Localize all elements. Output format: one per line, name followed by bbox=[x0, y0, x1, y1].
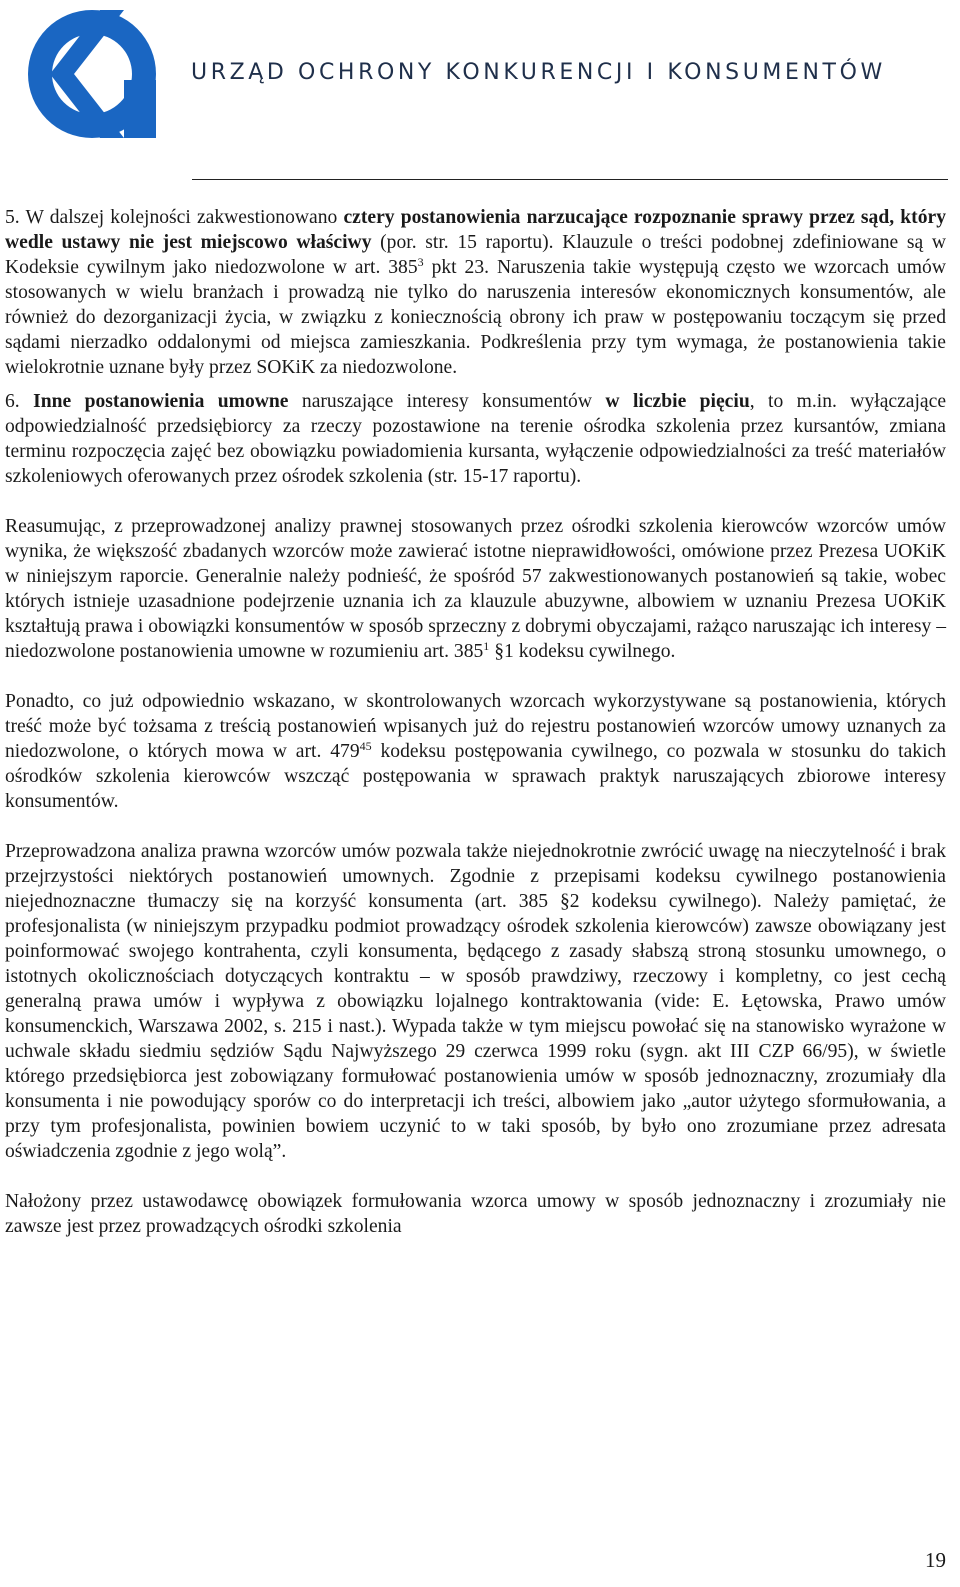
p1-text-c: (por. str. 15 raportu). Klauzule o treści podobnej zdefiniowane są w Kodeksie cywilnym jako niedozwolone w art. 385 bbox=[5, 232, 947, 278]
p3-text-b: §1 kodeksu cywilnego. bbox=[489, 641, 676, 662]
paragraph-register bbox=[5, 689, 946, 814]
p2-bold-a: Inne postanowienia umowne bbox=[33, 391, 289, 412]
paragraph-transparency: Przeprowadzona analiza prawna wzorców umów pozwala także niejednokrotnie zwrócić uwagę na nieczytelność i brak przejrzystości niektórych postanowień umownych. Zgodnie z przepisami kodeksu cywilnego postanowienia niejednoznaczne tłumaczy się na korzyść konsumenta (art. 385 §2 kodeksu cywilnego). Należy pamiętać, że profesjonalista (w niniejszym przypadku podmiot prowadzący ośrodek szkolenia kierowców) zawsze obowiązany jest poinformować swojego kontrahenta, czyli konsumenta, będącego z zasady słabszą stroną stosunku umownego, o istotnych okolicznościach dotyczących kontraktu – w sposób prawdziwy, rzeczowy i kompletny, co jest cechą generalną prawa umów i wypływa z obowiązku lojalnego kontraktowania (vide: E. Łętowska, Prawo umów konsumenckich, Warszawa 2002, s. 215 i nast.). Wypada także w tym miejscu powołać się na stanowisko wyrażone w uchwale składu siedmiu sędziów Sądu Najwyższego 29 czerwca 1999 roku (sygn. akt III CZP 66/95), w świetle którego przedsiębiorca jest zobowiązany formułować postanowienia umów w sposób jednoznaczny, zrozumiały dla konsumenta i nie powodujący sporów co do interpretacji ich treści, albowiem jako „autor użytego sformułowania, a przy tym profesjonalista, powinien bowiem uczynić to w taki sposób, by było ono zrozumiane przez adresata oświadczenia zgodnie z jego wolą”. bbox=[5, 841, 946, 1162]
paragraph-other-clauses bbox=[5, 389, 946, 489]
header-divider bbox=[192, 179, 948, 180]
p3-text-a: Reasumując, z przeprowadzonej analizy prawnej stosowanych przez ośrodki szkolenia kierowców wzorców umów wynika, że większość zbadanych wzorców może zawierać istotne nieprawidłowości, omówione przez Prezesa UOKiK w niniejszym raporcie. Generalnie należy podnieść, że spośród 57 zakwestionowanych postanowień są takie, wobec których istnieje uzasadnione podejrzenie uznania ich za klauzule abuzywne, albowiem w uznaniu Prezesa UOKiK kształtują prawa i obowiązki konsumentów w sposób sprzeczny z dobrymi obyczajami, rażąco naruszając ich interesy – niedozwolone postanowienia umowne w rozumieniu art. 385 bbox=[5, 516, 946, 662]
p2-text-e: , to m.in. wyłączające odpowiedzialność przedsiębiorcy za rzeczy pozostawione na terenie ośrodka szkolenia przez kursantów, zmiana terminu rozpoczęcia zajęć bez obowiązku powiadomienia kursanta, wyłączenie odpowiedzialności za treść materiałów szkoleniowych oferowanych przez ośrodek szkolenia (str. 15-17 raportu). bbox=[5, 391, 947, 487]
paragraph-summary bbox=[5, 514, 946, 664]
p3-superscript: 1 bbox=[483, 639, 490, 653]
p1-superscript: 3 bbox=[417, 255, 424, 269]
organization-name: URZĄD OCHRONY KONKURENCJI I KONSUMENTÓW bbox=[191, 60, 886, 85]
p1-bold: cztery postanowienia narzucające rozpoznanie sprawy przez sąd, który wedle ustawy nie jest miejscowo właściwy bbox=[5, 207, 946, 253]
uokik-logo-icon bbox=[26, 8, 160, 138]
p4-superscript: 45 bbox=[359, 739, 372, 753]
p1-text-a: 5. W dalszej kolejności zakwestionowano bbox=[5, 207, 344, 228]
p2-text-c: naruszające interesy konsumentów bbox=[288, 391, 606, 412]
p4-text-a: Ponadto, co już odpowiednio wskazano, w skontrolowanych wzorcach wykorzystywane są postanowienia, których treść może być tożsama z treścią postanowień wpisanych już do rejestru postanowień wzorców umowy uznanych za niedozwolone, o których mowa w art. 479 bbox=[5, 691, 946, 762]
p2-bold-d: w liczbie pięciu bbox=[605, 391, 750, 412]
p2-text-a: 6. bbox=[5, 391, 34, 412]
p1-text-d: pkt 23. Naruszenia takie występują często we wzorcach umów stosowanych w wielu branżach i prowadzą nie tylko do naruszenia interesów ekonomicznych konsumentów, ale również do dezorganizacji życia, w związku z koniecznością obrony ich praw w postępowaniu toczącym się przed sądami nierzadko oddalonymi od miejsca zamieszkania. Podkreślenia przy tym wymaga, że postanowienia takie wielokrotnie uznane były przez SOKiK za niedozwolone. bbox=[5, 257, 946, 378]
document-body bbox=[5, 205, 946, 1239]
p4-text-b: kodeksu postępowania cywilnego, co pozwala w stosunku do takich ośrodków szkolenia kierowców wszcząć postępowania w sprawach praktyk naruszających zbiorowe interesy konsumentów. bbox=[5, 741, 947, 812]
paragraph-obligation: Nałożony przez ustawodawcę obowiązek formułowania wzorca umowy w sposób jednoznaczny i zrozumiały nie zawsze jest przez prowadzących ośrodki szkolenia bbox=[5, 1191, 946, 1237]
page-number: 19 bbox=[925, 1548, 946, 1572]
paragraph-clauses-jurisdiction bbox=[5, 205, 946, 380]
